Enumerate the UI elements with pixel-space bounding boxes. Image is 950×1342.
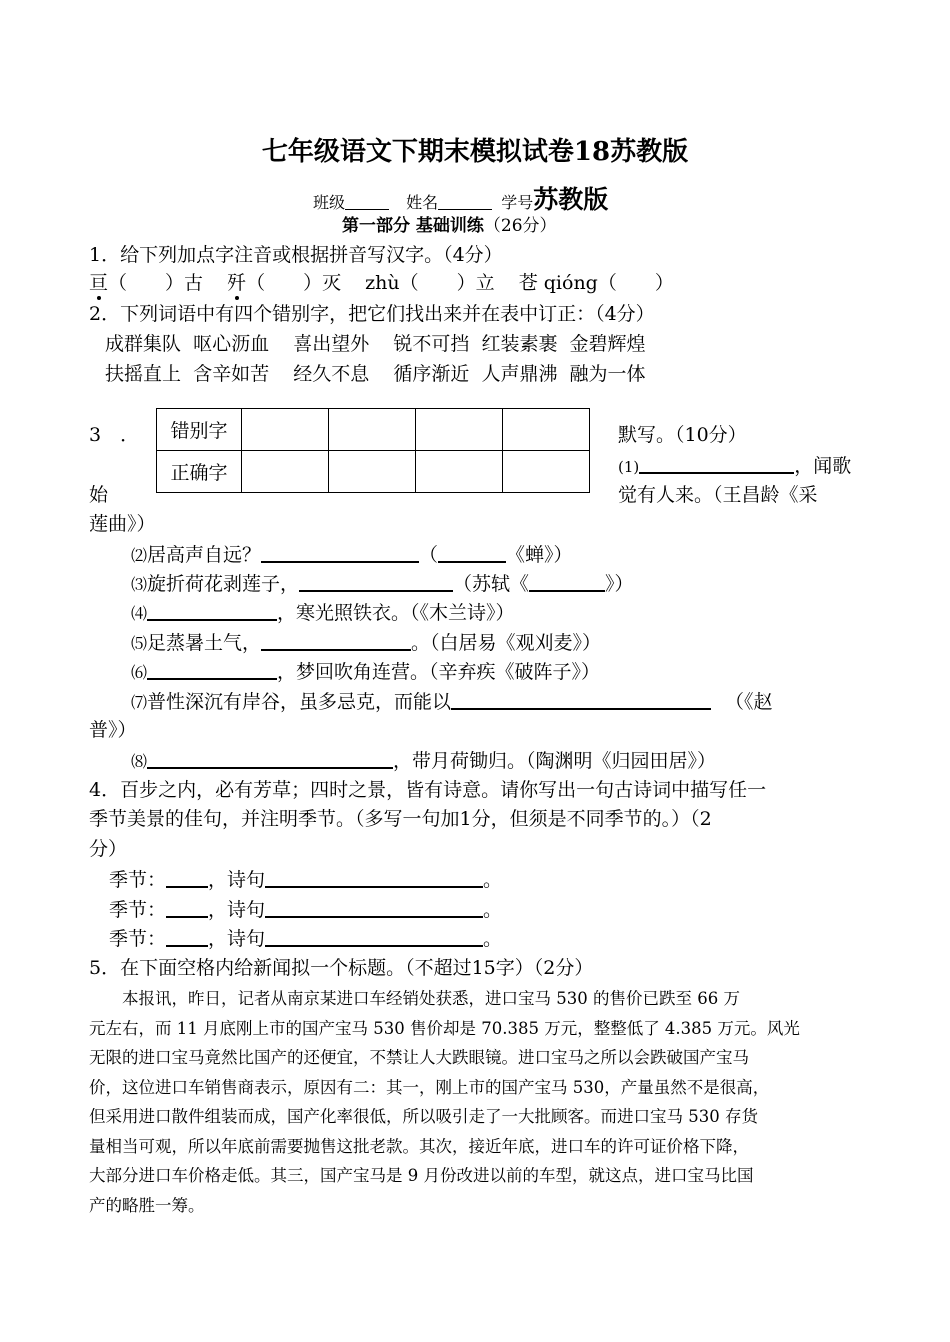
q5-prompt: 5．在下面空格内给新闻拟一个标题。（不超过15字）（2分）: [89, 957, 594, 979]
edition-label: 苏教版: [533, 185, 609, 214]
item-number: ⑸: [131, 634, 148, 653]
q4-answer-line: [109, 925, 502, 952]
fill-blank[interactable]: [451, 688, 711, 710]
season-label: 季节：: [109, 869, 167, 891]
news-line: 但采用进口散件组装而成，国产化率很低，所以吸引走了一大批顾客。而进口宝马 530 存货: [89, 1107, 758, 1126]
poem-blank[interactable]: [265, 896, 483, 918]
name-blank: [438, 191, 492, 210]
q4-answer-line: [109, 896, 502, 923]
item-number: ⑵: [131, 546, 148, 565]
page-title: 七年级语文下期末模拟试卷18苏教版: [261, 137, 689, 167]
table-row: [157, 409, 590, 451]
answer-cell[interactable]: [503, 451, 590, 493]
q3-line-5: [131, 629, 601, 657]
q2-words-row-2: 扶摇直上 含辛如苦 经久不息 循序渐近 人声鼎沸 融为一体: [105, 363, 646, 385]
q3-line-7-cont: 普》）: [89, 719, 137, 741]
q3-line-7-end: （《赵: [725, 691, 773, 713]
q3-line-1: [618, 452, 851, 480]
pinyin: zhù: [365, 272, 400, 294]
q1-item-2: （ ）灭: [246, 272, 342, 294]
fill-blank[interactable]: [299, 570, 453, 592]
q4-prompt-1: 4．百步之内，必有芳草；四时之景，皆有诗意。请你写出一句古诗词中描写任一: [89, 779, 767, 801]
correction-table: [156, 408, 590, 493]
fill-blank[interactable]: [261, 541, 419, 563]
q3-intro: 默写。（10分）: [618, 424, 747, 446]
q3-number: 3 ．: [89, 424, 140, 446]
poem-blank[interactable]: [265, 925, 483, 947]
q3-line-7-text: 普性深沉有岸谷，虽多忌克，而能以: [147, 691, 452, 713]
right-label: 正确字: [157, 451, 242, 493]
q3-line-5-text: 足蒸暑土气，: [147, 632, 262, 654]
season-blank[interactable]: [166, 866, 208, 888]
news-line: 大部分进口车价格走低。其三，国产宝马是 9 月份改进以前的车型，就这点，进口宝马比国: [89, 1166, 754, 1185]
part1-score: （26分）: [483, 216, 557, 236]
q3-line-2-mid: （: [419, 544, 439, 566]
q2-words-row-1: 成群集队 呕心沥血 喜出望外 锐不可挡 红装素裹 金碧辉煌: [105, 333, 646, 355]
news-line: 无限的进口宝马竟然比国产的还便宜，不禁让人大跌眼镜。进口宝马之所以会跌破国产宝马: [89, 1048, 749, 1067]
q4-prompt-2: 季节美景的佳句，并注明季节。（多写一句加1分，但须是不同季节的。）（2: [89, 808, 712, 830]
q3-line-6-end: ，梦回吹角连营。（辛弃疾《破阵子》）: [277, 661, 601, 683]
season-label: 季节：: [109, 899, 167, 921]
news-line: 量相当可观，所以年底前需要抛售这批老款。其次，接近年底，进口车的许可证价格下降，: [89, 1136, 749, 1156]
dotted-char: 歼: [227, 272, 247, 294]
q1-prompt: 1．给下列加点字注音或根据拼音写汉字。（4分）: [89, 244, 503, 266]
q3-line-5-end: 。（白居易《观刈麦》）: [411, 632, 602, 654]
item-number: (1): [618, 458, 640, 476]
q4-answer-line: [109, 866, 502, 893]
q3-line-8-end: ，带月荷锄归。（陶渊明《归园田居》）: [393, 750, 717, 772]
part1-heading: [342, 213, 557, 239]
q3-line-3-mid: （苏轼《: [453, 573, 530, 595]
answer-cell[interactable]: [329, 409, 416, 451]
q1-item-4-char: 苍: [518, 272, 538, 294]
q3-line-1-cont: 觉有人来。（王昌龄《采: [618, 484, 818, 506]
dotted-char: 亘: [89, 272, 109, 294]
season-label: 季节：: [109, 928, 167, 950]
poem-label: ，诗句: [208, 869, 266, 891]
item-number: ⑶: [131, 575, 148, 594]
item-number: ⑺: [131, 693, 148, 712]
item-number: ⑷: [131, 604, 148, 623]
q3-line-3-end: 》）: [605, 573, 634, 595]
fill-blank[interactable]: [438, 541, 506, 563]
answer-cell[interactable]: [416, 451, 503, 493]
q3-line-3: [131, 570, 634, 598]
fill-blank[interactable]: [147, 747, 393, 769]
end-mark: 。: [483, 869, 503, 891]
q1-item-3: （ ）立: [399, 272, 495, 294]
news-article: [89, 984, 873, 1220]
q3-line-4-end: ，寒光照铁衣。（《木兰诗》）: [277, 602, 515, 624]
q1-item-4: （ ）: [597, 272, 674, 294]
answer-cell[interactable]: [329, 451, 416, 493]
season-blank[interactable]: [166, 896, 208, 918]
part1-title: 第一部分 基础训练: [342, 216, 484, 236]
news-line: 价，这位进口车销售商表示，原因有二：其一，刚上市的国产宝马 530，产量虽然不是很高，: [89, 1077, 770, 1097]
poem-label: ，诗句: [208, 928, 266, 950]
class-label: 班级: [313, 193, 346, 212]
q3-line-3-text: 旋折荷花剥莲子，: [147, 573, 300, 595]
q3-line-2-end: 《蝉》）: [506, 544, 573, 566]
news-line: 元左右，而 11 月底刚上市的国产宝马 530 售价却是 70.385 万元，整整低了 4.385 万元。风光: [89, 1018, 800, 1038]
answer-cell[interactable]: [242, 409, 329, 451]
q4-prompt-3: 分）: [89, 838, 128, 860]
q3-line-2-text: 居高声自远？: [147, 544, 262, 566]
answer-cell[interactable]: [416, 409, 503, 451]
q3-start-char: 始: [89, 484, 109, 506]
q2-prompt: 2．下列词语中有四个错别字，把它们找出来并在表中订正：（4分）: [89, 303, 655, 325]
q3-line-8: [131, 747, 716, 775]
id-label: 学号: [501, 193, 534, 212]
poem-label: ，诗句: [208, 899, 266, 921]
fill-blank[interactable]: [529, 570, 605, 592]
fill-blank[interactable]: [147, 658, 277, 680]
item-number: ⑻: [131, 752, 148, 771]
answer-cell[interactable]: [503, 409, 590, 451]
news-line: 产的略胜一筹。: [89, 1195, 205, 1215]
poem-blank[interactable]: [265, 866, 483, 888]
answer-cell[interactable]: [242, 451, 329, 493]
q3-line-1-text: ，闻歌: [794, 455, 852, 477]
q3-line-7: [131, 688, 773, 716]
pinyin: qióng: [543, 272, 598, 294]
item-number: ⑹: [131, 663, 148, 682]
q1-items: [89, 270, 674, 296]
class-blank: [345, 191, 389, 210]
end-mark: 。: [483, 899, 503, 921]
fill-blank[interactable]: [261, 629, 411, 651]
fill-blank[interactable]: [639, 452, 794, 474]
q3-line-6: [131, 658, 600, 686]
wrong-label: 错别字: [157, 409, 242, 451]
name-label: 姓名: [406, 193, 439, 212]
q3-line-4: [131, 599, 515, 627]
end-mark: 。: [483, 928, 503, 950]
fill-blank[interactable]: [147, 599, 277, 621]
season-blank[interactable]: [166, 925, 208, 947]
q3-line-2: [131, 541, 573, 569]
news-line: 本报讯，昨日，记者从南京某进口车经销处获悉，进口宝马 530 的售价已跌至 66 万: [89, 989, 740, 1008]
table-row: [157, 451, 590, 493]
q3-line-1-cont2: 莲曲》）: [89, 513, 156, 535]
q1-item-1: （ ）古: [108, 272, 204, 294]
